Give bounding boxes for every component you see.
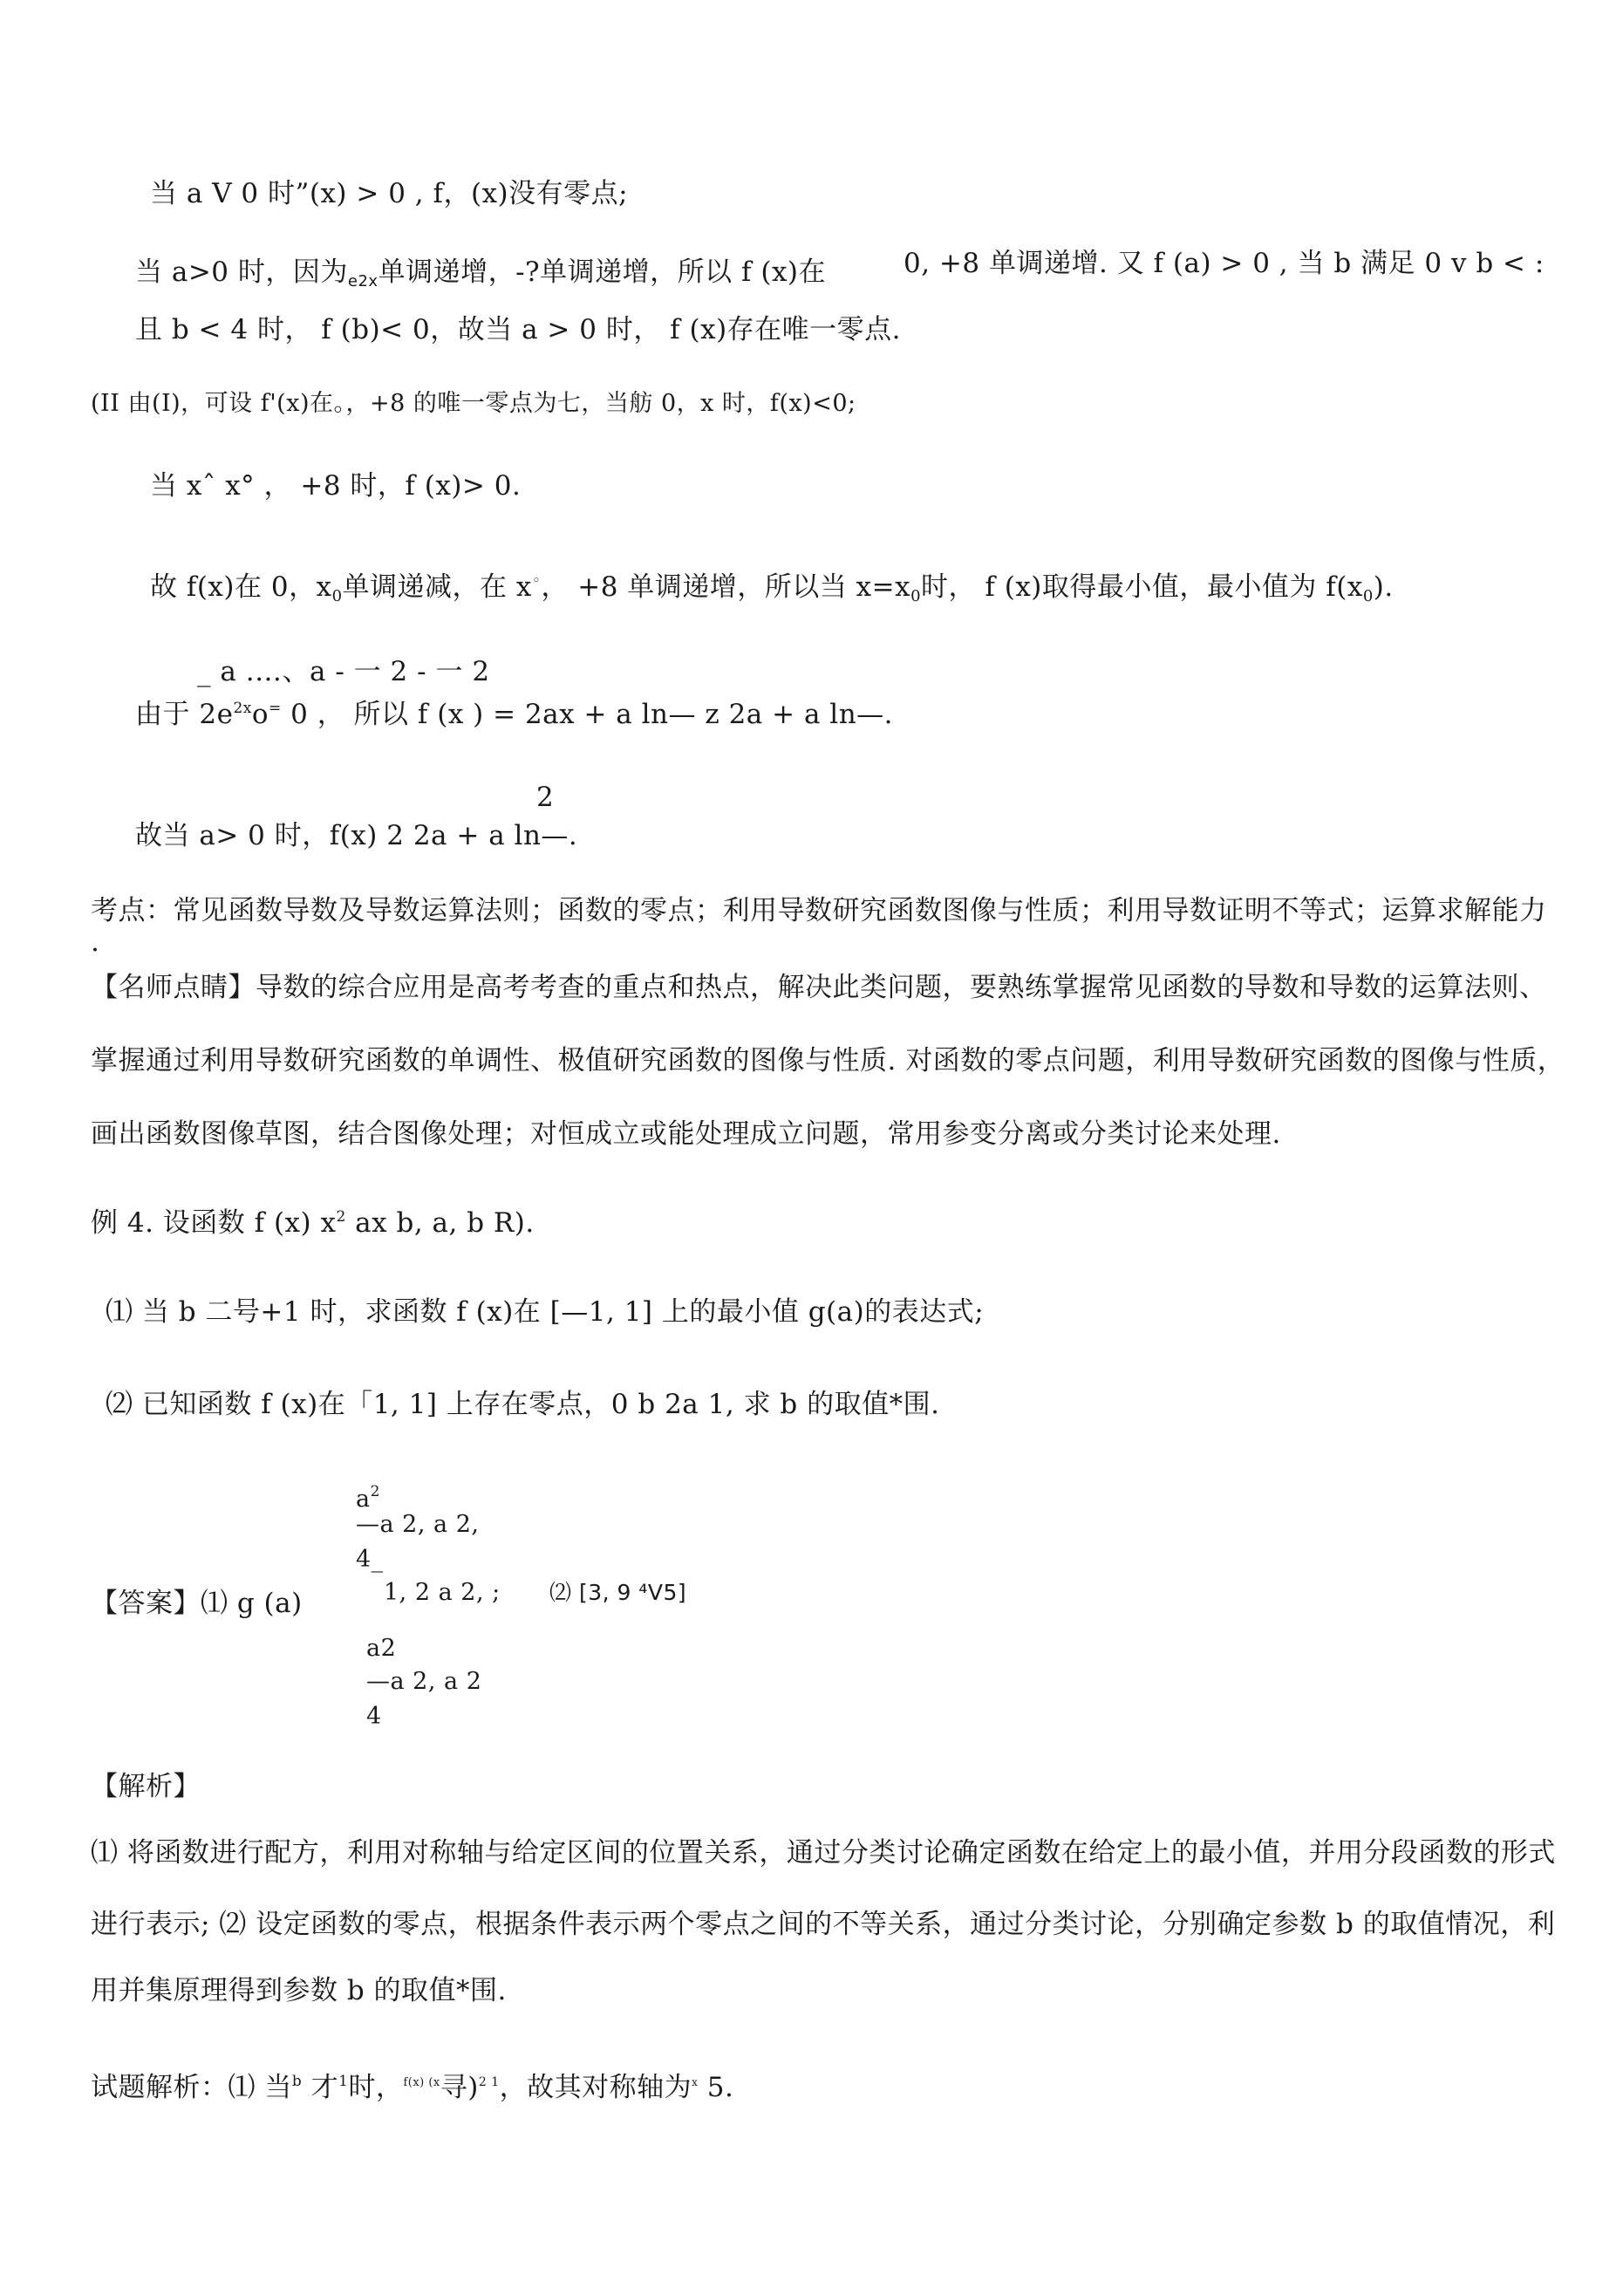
analysis-line-1: ⑴ 将函数进行配方，利用对称轴与给定区间的位置关系，通过分类讨论确定函数在给定上的最小值，并用分段函数的形式	[91, 1837, 1556, 1869]
line-since: 由于 $2e^{2x}o^=$ 0 ， 所以 f (x ) = 2ax + a ln— z 2a + a ln—.	[135, 699, 894, 730]
answer-a2: a2	[366, 1635, 397, 1662]
line-fraction-top: _ a .…、a - 一 2 - 一 2	[197, 656, 490, 687]
e2x-subscript: e2x	[347, 272, 378, 290]
line-no-zero: 当 a V 0 时”(x) > 0 , f，(x)没有零点;	[150, 178, 629, 209]
jiexi-heading: 【解析】	[91, 1771, 201, 1802]
kaodian-period: .	[91, 926, 100, 958]
answer-case-1: —a 2, a 2,	[356, 1511, 480, 1538]
analysis-line-3: 用并集原理得到参数 b 的取值*围.	[91, 1975, 507, 2006]
line-unique-zero: 且 b < 4 时， f (b)< 0，故当 a > 0 时， f (x)存在唯一零点.	[135, 314, 902, 345]
answer-case-1-denominator: 4_	[356, 1546, 384, 1573]
answer-label: 【答案】⑴ g (a)	[91, 1588, 303, 1619]
line-monotonic-a: 当 a>0 时，因为$_{e2x}$单调递增，-?单调递增，所以 f (x)在	[135, 256, 827, 290]
solution-line: 试题解析：⑴ 当$^b$ 才$^1$时，$^{f(x) (x}$寻)$^{2 1}$，故其对称轴为$^x$ 5.	[91, 2072, 734, 2103]
line-conclusion: 故当 a> 0 时，f(x) 2 2a + a ln—.	[135, 820, 578, 851]
question-2: ⑵ 已知函数 f (x)在「1, 1] 上存在零点，0 b 2a 1, 求 b 的取值*围.	[106, 1389, 940, 1420]
line-x-greater: 当 xˆ x° ， +8 时，f (x)> 0.	[150, 470, 522, 502]
answer-case-2: 1, 2 a 2, ;	[384, 1579, 501, 1606]
answer-a-squared: $a^2$	[356, 1483, 380, 1513]
kaodian-line: 考点：常见函数导数及导数运算法则；函数的零点；利用导数研究函数图像与性质；利用导数证明不等式；运算求解能力	[91, 895, 1547, 926]
answer-part-2: ⑵ [3, 9 ⁴V5]	[549, 1580, 687, 1605]
question-1: ⑴ 当 b 二号+1 时，求函数 f (x)在 [—1, 1] 上的最小值 g(a)的表达式;	[106, 1296, 985, 1328]
example-4-title: 例 4. 设函数 f (x) $x^2$ ax b, a, b R).	[91, 1207, 535, 1239]
answer-case-3-denominator: 4	[366, 1703, 382, 1730]
line-part-two: (II 由(I)，可设 f'(x)在。，+8 的唯一零点为七，当舫 0，x 时，f(x)<0;	[91, 390, 856, 417]
line-min-value: 故 f(x)在 0，$x_0$单调递减，在 x◦， +8 单调递增，所以当 $x=x_0$时， f (x)取得最小值，最小值为 $f(x_0)$.	[150, 571, 1394, 605]
answer-case-3: —a 2, a 2	[366, 1668, 482, 1695]
mingshi-line-2: 掌握通过利用导数研究函数的单调性、极值研究函数的图像与性质. 对函数的零点问题，利用导数研究函数的图像与性质，	[91, 1045, 1565, 1076]
mingshi-line-3: 画出函数图像草图，结合图像处理；对恒成立或能处理成立问题，常用参变分离或分类讨论来处理.	[91, 1118, 1281, 1150]
line-monotonic-b: 0, +8 单调递增. 又 f (a) > 0 , 当 b 满足 0 v b < :	[904, 248, 1545, 279]
mingshi-line-1: 【名师点睛】导数的综合应用是高考考查的重点和热点，解决此类问题，要熟练掌握常见函数的导数和导数的运算法则、	[91, 972, 1547, 1003]
line-two-top: 2	[536, 782, 555, 813]
analysis-line-2: 进行表示; ⑵ 设定函数的零点，根据条件表示两个零点之间的不等关系，通过分类讨论，分别确定参数 b 的取值情况，利	[91, 1909, 1556, 1940]
